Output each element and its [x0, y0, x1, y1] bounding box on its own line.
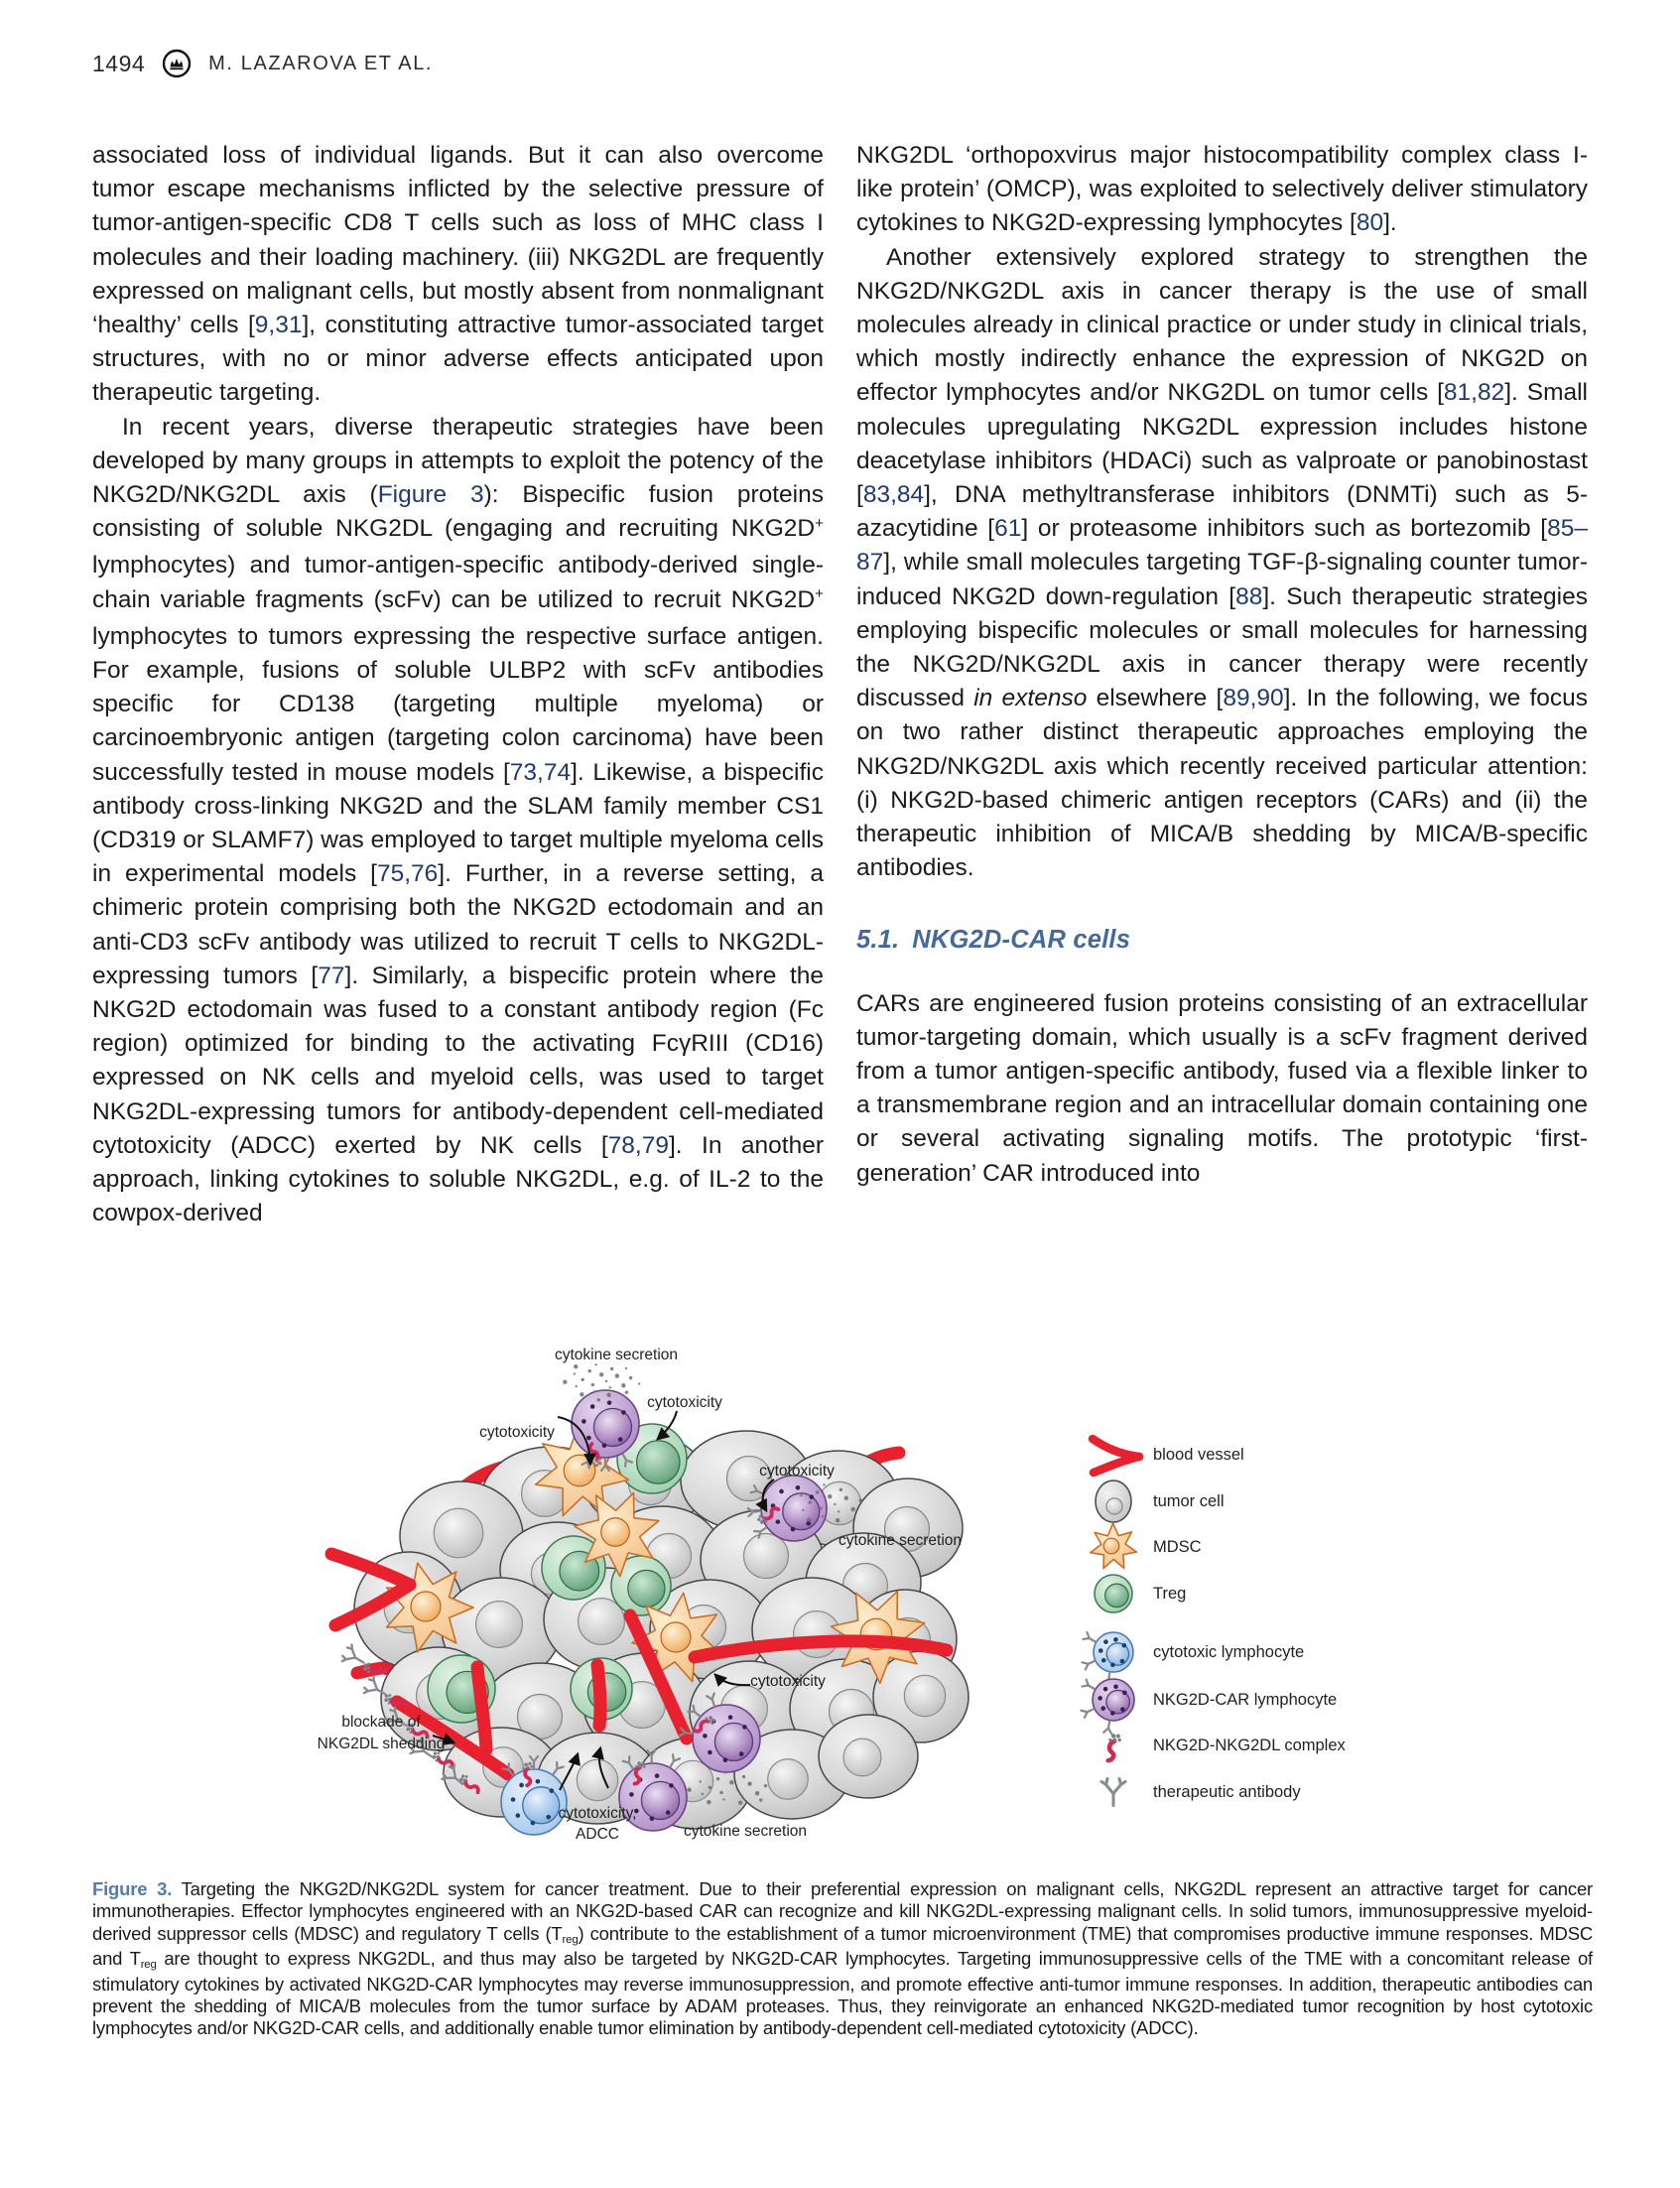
body-paragraph: [856, 241, 1588, 886]
text-run: ] or proteasome inhibitors such as bortezomib [: [1021, 515, 1548, 543]
text-run: Another extensively explored strategy to strengthen the NKG2D/NKG2DL axis in cancer therapy is the use of small molecules already in clinical practice or under study in clinical trials, which mostly indirectly enhance the expression of NKG2D on effector lymphocytes and/or NKG2DL on tumor cells [: [856, 243, 1588, 407]
text-run: ], DNA methyltransferase inhibitors (DNMTi) such as 5-azacytidine [: [856, 481, 1588, 543]
citation-link[interactable]: 61: [994, 515, 1022, 543]
text-run: lymphocytes to tumors expressing the respective surface antigen. For example, fusions of soluble ULBP2 with scFv antibodies specific for CD138 (targeting multiple myeloma) or carcinoembryonic antigen (targeting colon carcinoma) have been successfully tested in mouse models [: [92, 622, 824, 786]
label-cytokine-secretion-right: cytokine secretion: [838, 1532, 963, 1549]
text-run: CARs are engineered fusion proteins consisting of an extracellular tumor-targeting domain, which usually is a scFv fragment derived from a tumor antigen-specific antibody, fused via a flexible linker to a transmembrane region and an intracellular domain containing one or several activating signaling motifs. The prototypic ‘first-generation’ CAR introduced into: [856, 989, 1588, 1187]
superscript: +: [815, 585, 824, 603]
legend-label-treg: Treg: [1153, 1585, 1187, 1603]
citation-link[interactable]: 78,79: [607, 1131, 669, 1159]
page-header: [92, 48, 433, 79]
text-run: ].: [1383, 209, 1397, 237]
citation-link[interactable]: 9,31: [254, 312, 303, 339]
citation-link[interactable]: 77: [318, 962, 345, 989]
figure-caption: [92, 1878, 1593, 2040]
text-run: NKG2DL ‘orthopoxvirus major histocompatibility complex class I-like protein’ (OMCP), was exploited to selectively deliver stimulatory cytokines to NKG2D-expressing lymphocytes [: [856, 142, 1588, 237]
text-run: ): Bispecific fusion proteins consisting of soluble NKG2DL (engaging and recruiting NKG2D: [92, 481, 825, 543]
treg-cell: [1095, 1575, 1132, 1612]
blood-vessel: [1093, 1439, 1139, 1457]
legend-label-therapeutic-antibody: therapeutic antibody: [1153, 1783, 1301, 1801]
label-cytokine-secretion-top: cytokine secretion: [554, 1347, 679, 1363]
text-run: Targeting the NKG2D/NKG2DL system for cancer treatment. Due to their preferential expression on malignant cells, NKG2DL represent an attractive target for cancer immunotherapies. Effector lymphocytes engineered with an NKG2D-based CAR can recognize and kill NKG2DL-expressing malignant cells. In solid tumors, immunosuppressive myeloid-derived suppressor cells (MDSC) and regulatory T cells (T: [92, 1878, 1593, 1944]
figure-label: Figure 3.: [92, 1878, 173, 1899]
body-paragraph: [856, 987, 1588, 1191]
superscript: +: [815, 514, 824, 532]
label-adcc-line2: ADCC: [576, 1826, 619, 1843]
text-run: associated loss of individual ligands. But it can also overcome tumor escape mechanisms inflicted by the selective pressure of tumor-antigen-specific CD8 T cells such as loss of MHC class I molecules and their loading machinery. (iii) NKG2DL are frequently expressed on malignant cells, but mostly absent from nonmalignant ‘healthy’ cells [: [92, 142, 824, 339]
page-number: 1494: [92, 50, 146, 76]
citation-link[interactable]: 81,82: [1443, 379, 1505, 407]
text-run: lymphocytes) and tumor-antigen-specific antibody-derived single-chain variable fragments (scFv) can be utilized to recruit NKG2D: [92, 552, 824, 613]
text-run: ) contribute to the establishment of a tumor microenvironment (TME) that compromises productive immune responses. MDSC and T: [92, 1922, 1593, 1970]
text-run: ], constituting attractive tumor-associated target structures, with no or minor adverse effects anticipated upon therapeutic targeting.: [92, 312, 824, 407]
subscript: reg: [562, 1934, 579, 1947]
running-head-authors: M. LAZAROVA ET AL.: [208, 52, 434, 74]
mdsc-cell: [1091, 1523, 1137, 1569]
body-paragraph: [92, 139, 824, 411]
label-adcc-line1: cytotoxicity,: [558, 1805, 637, 1822]
nkg2d-car-lymphocyte: [1081, 1679, 1134, 1734]
citation-link[interactable]: 75,76: [376, 860, 439, 888]
tumor-cell: [1096, 1480, 1131, 1522]
legend-label-tumor-cell: tumor cell: [1153, 1492, 1225, 1510]
citation-link[interactable]: 85–87: [856, 515, 1589, 577]
right-column: [856, 139, 1588, 1191]
text-run: ]. Similarly, a bispecific protein where the NKG2D ectodomain was fused to a constant antibody region (Fc region) optimized for binding to the activating FcγRIII (CD16) expressed on NK cells and myeloid cells, was used to target NKG2DL-expressing tumors for antibody-dependent cell-mediated cytotoxicity (ADCC) exerted by NK cells [: [92, 962, 824, 1159]
label-blockade-line1: blockade of: [341, 1714, 421, 1731]
text-run: ]. Likewise, a bispecific antibody cross-linking NKG2D and the SLAM family member CS1 (CD319 or SLAMF7) was employed to target multiple myeloma cells in experimental models [: [92, 758, 824, 888]
citation-link[interactable]: 80: [1356, 209, 1384, 237]
therapeutic-antibody-icon: [1101, 1779, 1125, 1806]
legend-label-mdsc: MDSC: [1153, 1538, 1202, 1556]
left-column: [92, 139, 824, 1231]
label-cytotoxicity-top-right: cytotoxicity: [647, 1394, 722, 1411]
text-run: ]. Such therapeutic strategies employing bispecific molecules or small molecules for harnessing the NKG2D/NKG2DL axis in cancer therapy were recently discussed: [856, 582, 1588, 712]
citation-link[interactable]: Figure 3: [377, 481, 484, 509]
text-run: ], while small molecules targeting TGF-β-signaling counter tumor-induced NKG2D down-regulation [: [856, 549, 1588, 610]
legend-icon-column: [1081, 1439, 1139, 1806]
legend-label-blood-vessel: blood vessel: [1153, 1446, 1244, 1464]
nkg2d-nkg2dl-complex-icon: [1103, 1732, 1122, 1762]
figure-3-diagram: [298, 1320, 1588, 1875]
text-run: are thought to express NKG2DL, and thus may also be targeted by NKG2D-CAR lymphocytes. Targeting immunosuppressive cells of the TME with a concomitant release of stimulatory cytokines by activated NKG2D-CAR lymphocytes may reverse immunosuppression, and promote effective anti-tumor immune responses. In addition, therapeutic antibodies can prevent the shedding of MICA/B molecules from the tumor surface by ADAM proteases. Thus, they reinvigorate an enhanced NKG2D-mediated tumor recognition by host cytotoxic lymphocytes and/or NKG2D-CAR cells, and additionally enable tumor elimination by antibody-dependent cell-mediated cytotoxicity (ADCC).: [92, 1948, 1593, 2039]
italic-text: in extenso: [973, 685, 1088, 712]
legend-label-cytotoxic-lymphocyte: cytotoxic lymphocyte: [1153, 1643, 1305, 1661]
text-run: In recent years, diverse therapeutic strategies have been developed by many groups in attempts to exploit the potency of the NKG2D/NKG2DL axis (: [92, 413, 824, 509]
blood-vessel: [597, 1665, 600, 1726]
legend-label-nkg2d-car-lymphocyte: NKG2D-CAR lymphocyte: [1153, 1691, 1338, 1709]
label-cytotoxicity-lower-right: cytotoxicity: [750, 1673, 826, 1690]
label-cytotoxicity-top-left: cytotoxicity: [479, 1424, 555, 1441]
citation-link[interactable]: 73,74: [509, 758, 572, 786]
citation-link[interactable]: 83,84: [862, 481, 925, 509]
tumor-cell: [819, 1715, 918, 1798]
label-cytotoxicity-right: cytotoxicity: [759, 1463, 835, 1480]
citation-link[interactable]: 89,90: [1223, 685, 1284, 712]
text-run: ]. Small molecules upregulating NKG2DL expression includes histone deacetylase inhibitors (HDACi) such as valproate or panobinostast [: [856, 379, 1588, 509]
subscript: reg: [140, 1959, 157, 1972]
blood-vessel: [1094, 1457, 1139, 1473]
text-run: ]. In another approach, linking cytokines to soluble NKG2DL, e.g. of IL-2 to the cowpox-derived: [92, 1131, 824, 1227]
label-blockade-line2: NKG2DL shedding: [317, 1736, 446, 1752]
legend-label-nkg2d-nkg2dl-complex: NKG2D-NKG2DL complex: [1153, 1737, 1346, 1754]
body-paragraph: [856, 139, 1588, 241]
body-paragraph: [92, 411, 824, 1231]
text-run: elsewhere [: [1087, 685, 1224, 712]
label-cytokine-secretion-bottom: cytokine secretion: [683, 1823, 808, 1840]
cytotoxic-lymphocyte: [1082, 1632, 1133, 1685]
nkg2d-receptor-icon: [1103, 1721, 1113, 1734]
figure-legend: [1153, 1446, 1347, 1801]
section-heading: 5.1. NKG2D-CAR cells: [856, 926, 1131, 955]
journal-logo-icon: [161, 48, 193, 79]
text-run: ]. In the following, we focus on two rather distinct therapeutic approaches employing the NKG2D/NKG2DL axis which recently received particular attention: (i) NKG2D-based chimeric antigen receptors (CARs) and (ii) the therapeutic inhibition of MICA/B shedding by MICA/B-specific antibodies.: [856, 685, 1589, 882]
citation-link[interactable]: 88: [1235, 582, 1263, 610]
text-run: ]. Further, in a reverse setting, a chimeric protein comprising both the NKG2D ectodomain and an anti-CD3 scFv antibody was utilized to recruit T cells to NKG2DL-expressing tumors [: [92, 860, 824, 989]
